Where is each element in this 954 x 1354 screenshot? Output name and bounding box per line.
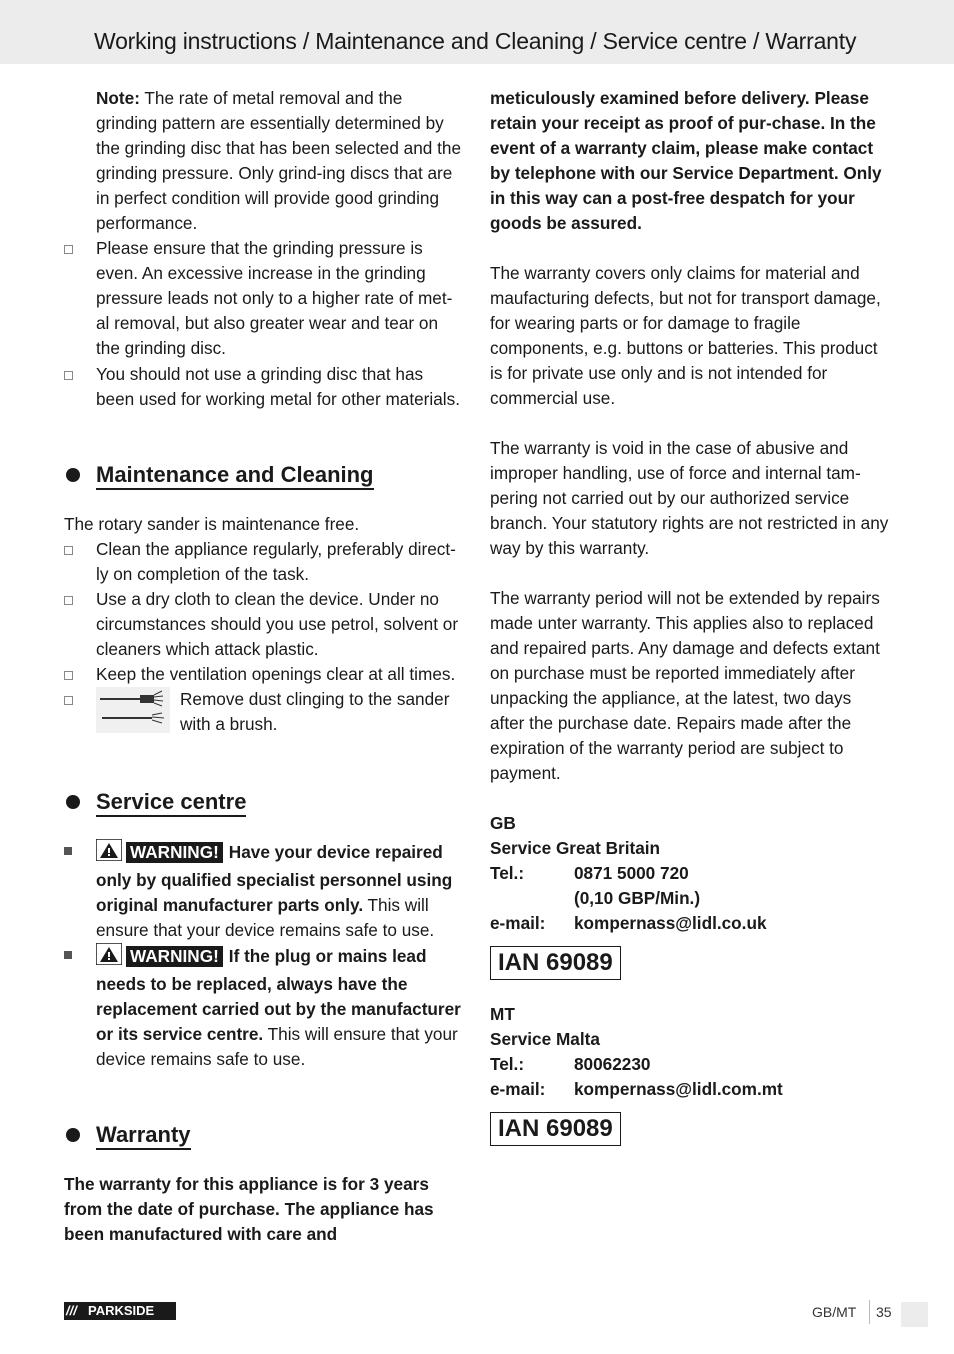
ian-box: IAN 69089	[490, 946, 621, 980]
bullet-square-icon	[64, 687, 96, 714]
note-text: The rate of metal removal and the grinding pattern are essentially determined by the grinding disc that has been selected and the grinding pressure. Only grind-ing discs that are in perfect condition will provide good grinding performance.	[96, 88, 462, 233]
email-label: e-mail:	[490, 913, 546, 933]
footer-divider	[869, 1300, 870, 1324]
bullet-square-icon	[64, 587, 96, 614]
right-column	[490, 86, 890, 1146]
warning-triangle-icon	[96, 943, 122, 972]
list-item: Remove dust clinging to the sander with a brush.	[64, 687, 464, 737]
warning-triangle-icon	[96, 839, 122, 868]
warning-label: WARNING!	[126, 946, 223, 967]
service-name: Service Malta	[490, 1029, 600, 1049]
note-label: Note:	[96, 88, 140, 108]
service-gb	[490, 811, 890, 980]
list-item: Clean the appliance regularly, preferably direct-ly on completion of the task.	[64, 537, 464, 587]
page-header	[0, 0, 954, 64]
list-item: Please ensure that the grinding pressure is even. An excessive increase in the grinding pressure leads not only to a higher rate of met-al removal, but also greater wear and tear on the grinding disc.	[64, 236, 464, 361]
warranty-bold-continued: meticulously examined before delivery. Please retain your receipt as proof of pur-chase. In the event of a warranty claim, please make contact by telephone with our Service Department. Only in this way can a post-free despatch for your goods be assured.	[490, 88, 882, 233]
maintenance-heading: Maintenance and Cleaning	[64, 460, 464, 490]
bullet-square-icon	[64, 362, 96, 389]
bullet-dot-icon	[66, 1128, 80, 1142]
bullet-square-icon	[64, 236, 96, 263]
brush-icon	[96, 687, 170, 733]
service-heading: Service centre	[64, 787, 464, 817]
warranty-paragraph: The warranty covers only claims for material and maufacturing defects, but not for transport damage, for wearing parts or for damage to fragile components, e.g. buttons or batteries. This product is for private use only and is not intended for commercial use.	[490, 263, 881, 408]
parkside-logo: /// PARKSIDE	[64, 1302, 176, 1320]
note-paragraph	[64, 86, 464, 236]
footer-tab	[901, 1302, 928, 1327]
bullet-square-icon	[64, 537, 96, 564]
bullet-filled-square-icon	[64, 839, 96, 864]
left-column	[64, 86, 464, 1247]
tel-number: 80062230	[574, 1054, 651, 1074]
country-code: GB	[490, 813, 516, 833]
tel-rate: (0,10 GBP/Min.)	[574, 888, 701, 908]
warning-item: WARNING! Have your device repaired only by qualified specialist personnel using original manufacturer parts only. This will ensure that your device remains safe to use.	[64, 839, 464, 943]
service-name: Service Great Britain	[490, 838, 661, 858]
bullet-filled-square-icon	[64, 943, 96, 968]
list-item: You should not use a grinding disc that has been used for working metal for other materials.	[64, 362, 464, 412]
footer-region: GB/MT	[812, 1304, 857, 1320]
tel-label: Tel.:	[490, 863, 525, 883]
tel-number: 0871 5000 720	[574, 863, 689, 883]
tel-label: Tel.:	[490, 1054, 525, 1074]
bullet-dot-icon	[66, 795, 80, 809]
warning-label: WARNING!	[126, 842, 223, 863]
warranty-bold-text: The warranty for this appliance is for 3 years from the date of purchase. The appliance has been manufactured with care and	[64, 1174, 434, 1244]
warranty-paragraph: The warranty is void in the case of abusive and improper handling, use of force and internal tam-pering not carried out by our authorized service branch. Your statutory rights are not restricted in any way by this warranty.	[490, 438, 889, 558]
page-number: 35	[876, 1304, 892, 1320]
list-item: Keep the ventilation openings clear at all times.	[64, 662, 464, 687]
service-mt	[490, 1002, 890, 1146]
maintenance-intro: The rotary sander is maintenance free.	[64, 514, 360, 534]
warranty-paragraph: The warranty period will not be extended by repairs made unter warranty. This applies also to replaced and repaired parts. Any damage and defects extant on purchase must be reported immediately after unpacking the appliance, at the latest, two days after the purchase date. Repairs made after the expiration of the warranty period are subject to payment.	[490, 588, 880, 783]
country-code: MT	[490, 1004, 515, 1024]
bullet-dot-icon	[66, 468, 80, 482]
list-item: Use a dry cloth to clean the device. Under no circumstances should you use petrol, solvent or cleaners which attack plastic.	[64, 587, 464, 662]
email-address: kompernass@lidl.com.mt	[574, 1079, 783, 1099]
page-title: Working instructions / Maintenance and Cleaning / Service centre / Warranty	[94, 28, 857, 54]
warranty-heading: Warranty	[64, 1120, 464, 1150]
ian-box: IAN 69089	[490, 1112, 621, 1146]
email-label: e-mail:	[490, 1079, 546, 1099]
email-address: kompernass@lidl.co.uk	[574, 913, 767, 933]
bullet-square-icon	[64, 662, 96, 689]
warning-item: WARNING! If the plug or mains lead needs to be replaced, always have the replacement carried out by the manufacturer or its service centre. This will ensure that your device remains safe to use.	[64, 943, 464, 1072]
